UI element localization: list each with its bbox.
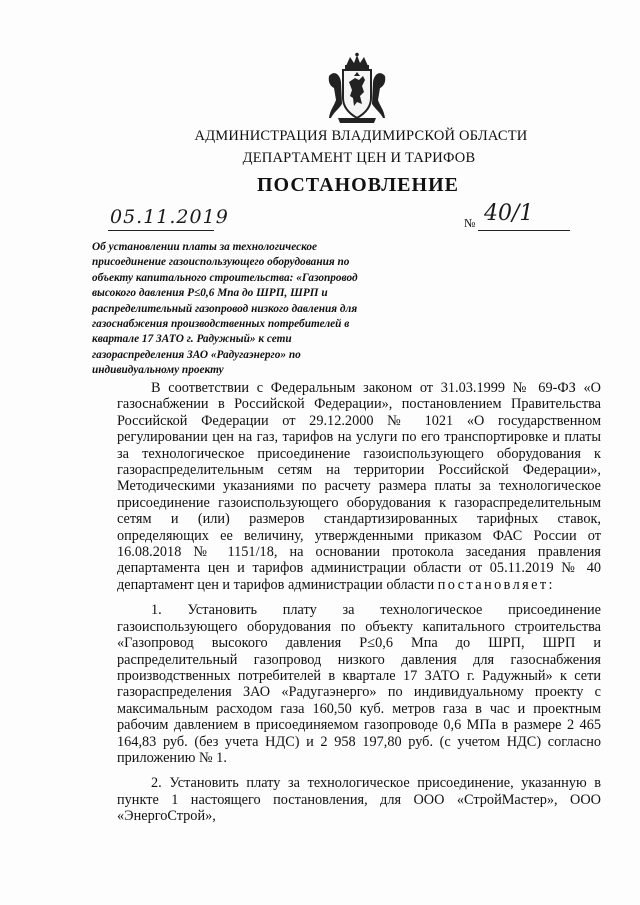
preamble-paragraph [117, 380, 601, 593]
document-body [117, 380, 601, 825]
organization-name: АДМИНИСТРАЦИЯ ВЛАДИМИРСКОЙ ОБЛАСТИ [194, 128, 528, 144]
date-underline [108, 230, 214, 231]
document-title: ПОСТАНОВЛЕНИЕ [257, 174, 459, 196]
clause-2-paragraph: 2. Установить плату за технологическое присоединение, указанную в пункте 1 настоящего постановления, для ООО «СтройМастер», ООО «ЭнергоСтрой», [117, 775, 601, 825]
number-label: № [464, 216, 476, 230]
number-underline [478, 230, 570, 231]
resolves-keyword: постановляет: [437, 576, 555, 593]
document-number: 40/1 [484, 201, 534, 226]
clause-1-paragraph: 1. Установить плату за технологическое присоединение газоиспользующего оборудования по объекту капитального строительства «Газопровод высокого давления Р≤0,6 Мпа до ШРП, ШРП и распределительный газопровод низкого давления для газоснабжения производственных потребителей в квартале 17 ЗАТО г. Радужный» к сети газораспределения ЗАО «Радугаэнерго» по индивидуальному проекту с максимальным расходом газа 160,50 куб. метров газа в час и проектным рабочим давлением в присоединяемом газопроводе 0,6 МПа в размере 2 465 164,83 руб. (без учета НДС) и 2 958 197,80 руб. (с учетом НДС) согласно приложению № 1. [117, 602, 601, 766]
document-date: 05.11.2019 [110, 206, 229, 228]
department-name: ДЕПАРТАМЕНТ ЦЕН И ТАРИФОВ [242, 150, 476, 166]
document-subject: Об установлении платы за технологическое присоединение газоиспользующего оборудования по объекту капитального строительства: «Газопровод высокого давления Р≤0,6 Мпа до ШРП, ШРП и распределительный газопровод низкого давления для газоснабжения производственных потребителей в квартале 17 ЗАТО г. Радужный» к сети газораспределения ЗАО «Радугаэнерго» по индивидуальному проекту [92, 241, 358, 377]
preamble-text: В соответствии с Федеральным законом от 31.03.1999 № 69-ФЗ «О газоснабжении в Российской Федерации», постановлением Правительства Российской Федерации от 29.12.2000 № 1021 «О государственном регулировании цен на газ, тарифов на услуги по его транспортировке и платы за технологическое присоединение газоиспользующего оборудования к газораспределительным сетям на территории Российской Федерации», Методическими указаниями по расчету размера платы за технологическое присоединение газоиспользующего оборудования к газораспределительным сетям и (или) размеров стандартизированных тарифных ставок, определяющих ее величину, утвержденными приказом ФАС России от 16.08.2018 № 1151/18, на основании протокола заседания правления департамента цен и тарифов администрации области от 05.11.2019 № 40 департамент цен и тарифов администрации области [117, 380, 601, 593]
coat-of-arms-emblem [326, 52, 388, 124]
